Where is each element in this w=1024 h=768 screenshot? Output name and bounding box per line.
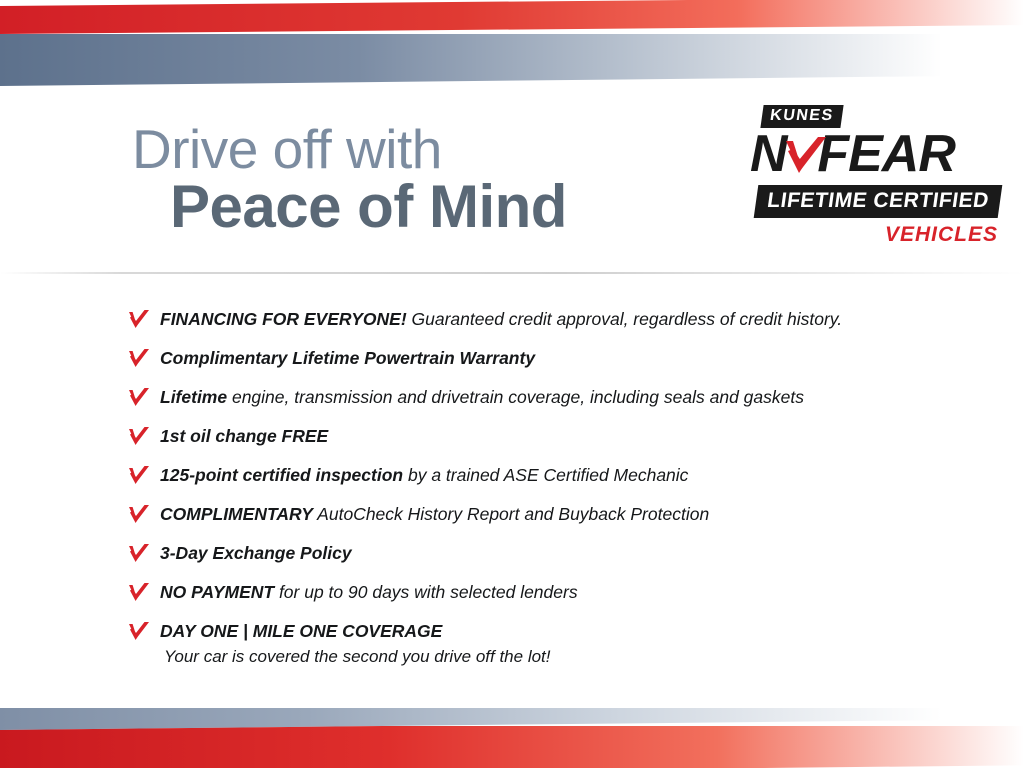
list-item-bold: Lifetime [160,387,228,407]
list-item-bold: 3-Day Exchange Policy [160,543,352,563]
page-title [132,120,752,240]
benefits-list [128,308,928,685]
list-item [128,308,928,330]
list-item [128,581,928,603]
check-bullet-icon [128,348,150,368]
check-bullet-icon [128,426,150,446]
headline-line-1: Drive off with [132,118,442,180]
headline-line-2: Peace of Mind [170,173,567,240]
list-item-text: AutoCheck History Report and Buyback Protection [312,504,710,524]
logo-word-no: N [750,125,787,183]
bottom-red-band [0,726,1024,768]
list-item [128,464,928,486]
list-item [128,347,928,369]
logo-wordmark [750,127,955,181]
list-item-bold: NO PAYMENT [160,582,275,602]
list-item-text: for up to 90 days with selected lenders [274,582,578,602]
top-red-band [0,0,1024,34]
list-item [128,620,928,668]
logo-banner-label: LIFETIME CERTIFIED [754,185,1003,218]
list-item-subtext: Your car is covered the second you drive off the lot! [164,647,551,666]
logo-brand-label: KUNES [760,105,843,128]
checkmark-icon [784,135,828,177]
check-bullet-icon [128,621,150,641]
divider [0,272,1024,274]
list-item-bold: COMPLIMENTARY [160,504,313,524]
list-item-bold: FINANCING FOR EVERYONE! [160,309,407,329]
list-item-bold: DAY ONE | MILE ONE COVERAGE [160,621,443,641]
check-bullet-icon [128,465,150,485]
check-bullet-icon [128,543,150,563]
check-bullet-icon [128,309,150,329]
logo-vehicles-label: VEHICLES [884,223,998,246]
list-item-bold: 1st oil change FREE [160,426,329,446]
list-item-text: Guaranteed credit approval, regardless of credit history. [406,309,843,329]
list-item [128,425,928,447]
top-grey-band [0,34,1024,86]
kunes-no-fear-logo [750,105,1002,253]
list-item-bold: Complimentary Lifetime Powertrain Warranty [160,348,536,368]
logo-word-fear: FEAR [817,125,955,183]
list-item [128,386,928,408]
list-item-bold: 125-point certified inspection [160,465,404,485]
list-item [128,503,928,525]
check-bullet-icon [128,504,150,524]
list-item-text: engine, transmission and drivetrain coverage, including seals and gaskets [227,387,804,407]
list-item [128,542,928,564]
check-bullet-icon [128,582,150,602]
list-item-text: by a trained ASE Certified Mechanic [403,465,689,485]
check-bullet-icon [128,387,150,407]
